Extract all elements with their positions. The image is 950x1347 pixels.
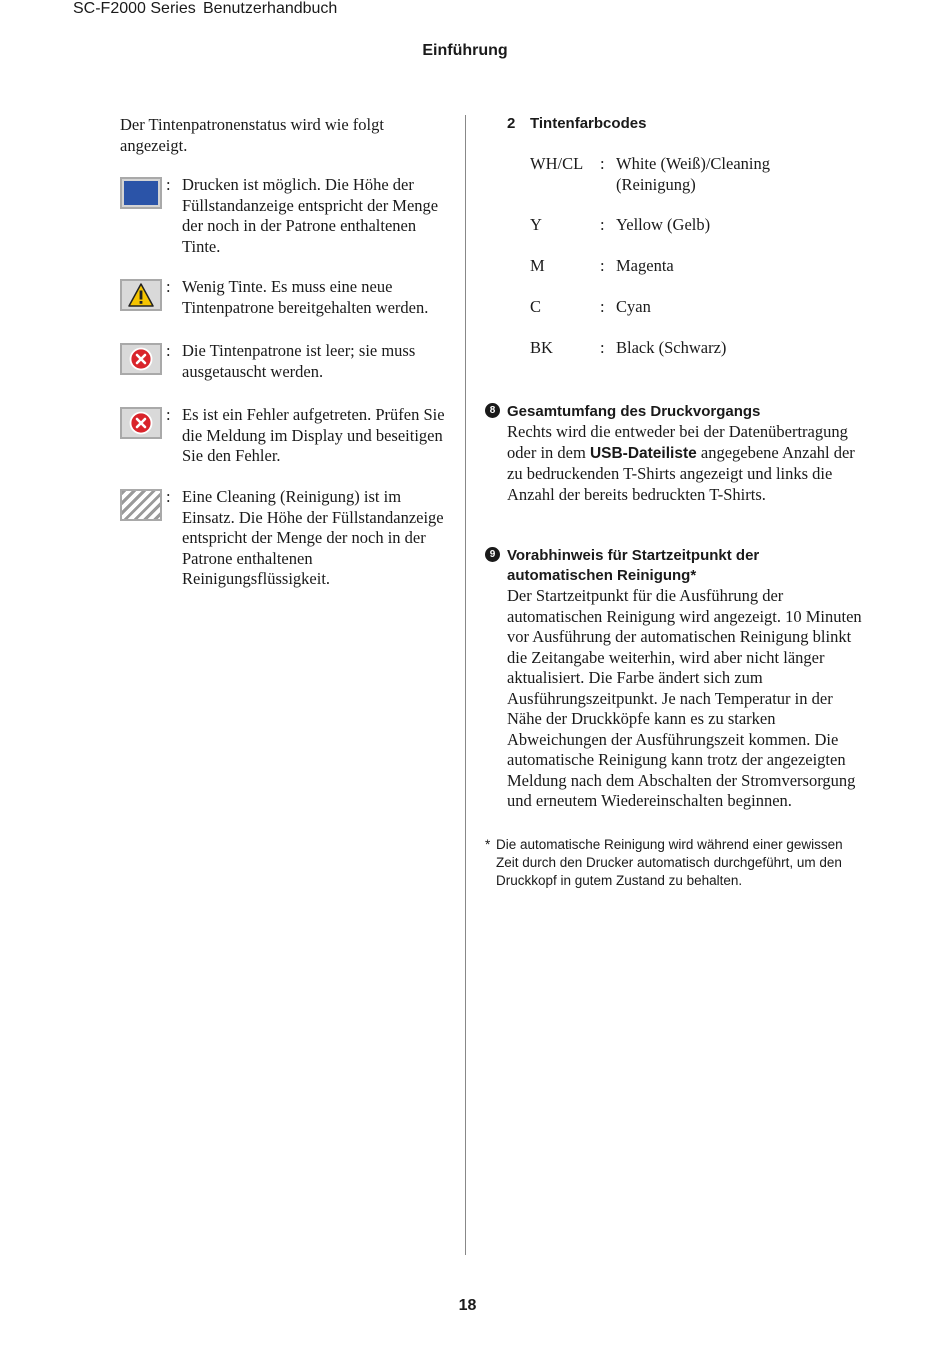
color-codes-number: 2 [507, 115, 516, 132]
status-description: Wenig Tinte. Es muss eine neue Tintenpatrone bereitgehalten werden. [182, 277, 429, 317]
status-description: Drucken ist möglich. Die Höhe der Füllstandanzeige entspricht der Menge der noch in der Patrone enthaltenen Tinte. [182, 175, 439, 256]
status-colon: : [166, 487, 171, 506]
color-code: C [530, 297, 542, 316]
status-colon: : [166, 405, 171, 424]
error-icon [120, 343, 162, 375]
footnote-text: Die automatische Reinigung wird während einer gewissen Zeit durch den Drucker automatisch durchgeführt, um den Druckkopf in gutem Zustand zu behalten. [496, 837, 843, 888]
usb-file-list-term: USB-Dateiliste [589, 444, 697, 462]
color-code-colon: : [600, 297, 605, 316]
item-9-text: Der Startzeitpunkt für die Ausführung der automatischen Reinigung wird angezeigt. 10 Minuten vor Ausführung der automatischen Reinigung blinkt die Zeitangabe weiterhin, wird aber nicht länger aktualisiert. Die Farbe ändert sich zum Ausführungszeitpunkt. Je nach Temperatur in der Nähe der Druckköpfe kann es zu starken Abweichungen der Ausführungszeit kommen. Die automatische Reinigung kann trotz der angezeigten Meldung nach dem Abschalten der Stromversorgung und erneutem Wiedereinschalten beginnen. [507, 586, 862, 810]
error-icon [120, 407, 162, 439]
warning-icon [120, 279, 162, 311]
color-code: BK [530, 338, 553, 357]
item-9-title: Vorabhinweis für Startzeitpunkt der automatischen Reinigung* [507, 547, 760, 584]
status-colon: : [166, 341, 171, 360]
status-colon: : [166, 175, 171, 194]
color-code: WH/CL [530, 154, 584, 173]
color-name: Cyan [616, 297, 651, 316]
ink-full-icon [120, 177, 162, 209]
color-code-colon: : [600, 154, 605, 173]
color-name: Magenta [616, 256, 674, 275]
color-name: White (Weiß)/Cleaning (Reinigung) [616, 154, 770, 194]
item-8-text-after: angegebene Anzahl der zu bedruckenden T-Shirts angezeigt und links die Anzahl der bereits bedruckten T-Shirts. [507, 442, 855, 504]
number-badge-icon: 8 [485, 403, 500, 418]
color-name: Yellow (Gelb) [616, 215, 711, 234]
color-codes-title: Tintenfarbcodes [530, 115, 647, 132]
header-product-name: SC-F2000 Series [73, 0, 196, 17]
section-title: Einführung [422, 42, 508, 59]
item-8-text-before: Rechts wird die entweder bei der Datenübertragung oder in dem [507, 422, 848, 462]
color-code-colon: : [600, 256, 605, 275]
page-number: 18 [458, 1297, 477, 1314]
status-description: Eine Cleaning (Reinigung) ist im Einsatz. Die Höhe der Füllstandanzeige entspricht der Menge der noch in der Patrone enthaltenen Reinigungsflüssigkeit. [182, 487, 444, 588]
cleaning-hatch-icon [120, 489, 162, 521]
item-8-text [507, 422, 862, 505]
status-description: Es ist ein Fehler aufgetreten. Prüfen Sie die Meldung im Display und beseitigen Sie den Fehler. [182, 405, 445, 465]
status-intro-text: Der Tintenpatronenstatus wird wie folgt angezeigt. [120, 115, 384, 155]
item-8-total-print-volume [485, 402, 865, 505]
item-9-auto-cleaning-notice [485, 546, 865, 812]
color-code: M [530, 256, 545, 275]
color-code: Y [530, 215, 542, 234]
item-8-title: Gesamtumfang des Druckvorgangs [507, 403, 761, 420]
number-badge-icon: 9 [485, 547, 500, 562]
color-code-colon: : [600, 215, 605, 234]
footnote [485, 836, 865, 890]
status-colon: : [166, 277, 171, 296]
column-divider [465, 115, 466, 1255]
header-manual-title: Benutzerhandbuch [203, 0, 338, 17]
footnote-marker: * [485, 837, 491, 852]
status-description: Die Tintenpatrone ist leer; sie muss ausgetauscht werden. [182, 341, 416, 381]
color-code-colon: : [600, 338, 605, 357]
color-name: Black (Schwarz) [616, 338, 727, 357]
